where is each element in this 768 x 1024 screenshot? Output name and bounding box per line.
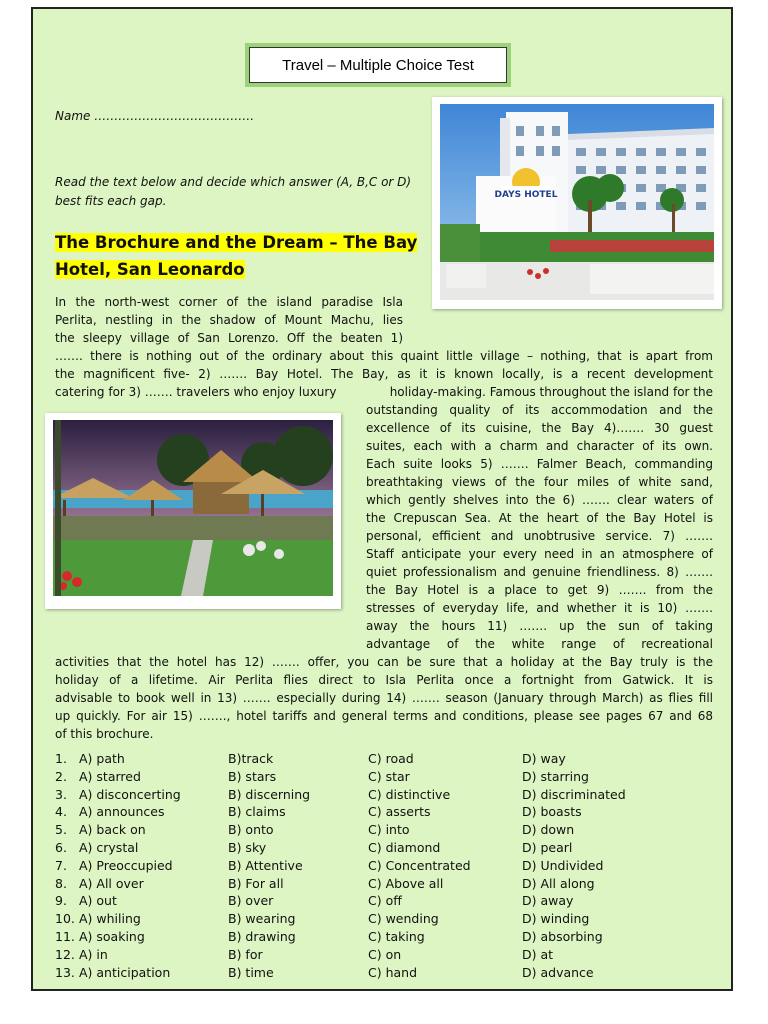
option-c[interactable]: C) off: [368, 893, 402, 909]
option-b[interactable]: B) discerning: [228, 786, 311, 802]
question-row: [55, 946, 715, 964]
instructions: Read the text below and decide which answer (A, B,C or D) best fits each gap.: [55, 175, 412, 208]
question-number: 13.: [55, 964, 75, 980]
question-row: [55, 892, 715, 910]
option-c[interactable]: C) asserts: [368, 804, 431, 820]
option-b[interactable]: B) for: [228, 946, 263, 962]
option-d[interactable]: D) discriminated: [522, 786, 626, 802]
passage-line-left: catering for 3) ……. travelers who enjoy luxury: [55, 385, 337, 399]
hotel-photo-frame: [432, 97, 722, 309]
option-a[interactable]: A) whiling: [79, 911, 141, 927]
question-number: 11.: [55, 928, 75, 944]
option-c[interactable]: C) distinctive: [368, 786, 451, 802]
question-row: [55, 768, 715, 786]
question-number: 8.: [55, 875, 67, 891]
option-a[interactable]: A) anticipation: [79, 964, 171, 980]
option-a[interactable]: A) in: [79, 946, 108, 962]
hotel-sign: DAYS HOTEL: [494, 190, 558, 200]
question-number: 6.: [55, 839, 67, 855]
passage-line: away the hours 11) ……. up the sun of taking: [366, 619, 713, 633]
question-number: 9.: [55, 893, 67, 909]
option-c[interactable]: C) Concentrated: [368, 857, 471, 873]
option-d[interactable]: D) All along: [522, 875, 595, 891]
option-d[interactable]: D) at: [522, 946, 554, 962]
page-title: Travel – Multiple Choice Test: [249, 47, 507, 83]
question-row: [55, 910, 715, 928]
passage-line-right: holiday-making. Famous throughout the island for the: [389, 385, 713, 399]
question-row: [55, 786, 715, 804]
passage-line: the sleepy village of San Lorenzo. Off the beaten 1): [55, 331, 403, 345]
article-heading: [55, 229, 425, 283]
option-b[interactable]: B) drawing: [228, 928, 296, 944]
passage-line: advantage of the white range of recreational: [366, 637, 713, 651]
passage-line: ……. there is nothing out of the ordinary about this quaint little village – nothing, that is apart from: [55, 349, 713, 363]
option-d[interactable]: D) advance: [522, 964, 594, 980]
option-b[interactable]: B) stars: [228, 768, 277, 784]
option-b[interactable]: B) Attentive: [228, 857, 303, 873]
passage-line: up quickly. For air 15) ……., hotel tariffs and general terms and conditions, please see pages 67 and 68: [55, 709, 713, 723]
passage-line: Staff anticipate your every need in an atmosphere of: [366, 547, 713, 561]
passage-line-split: [55, 383, 713, 401]
question-number: 5.: [55, 822, 67, 838]
option-a[interactable]: A) soaking: [79, 928, 145, 944]
hotel-building-photo: [440, 104, 714, 300]
passage-line: which gently shelves into the 6) ……. clear waters of: [366, 493, 713, 507]
passage-line: quiet professionalism and genuine friendliness. 8) …….: [366, 565, 713, 579]
question-number: 1.: [55, 751, 67, 766]
passage-line: excellence of its cuisine, the Bay 4)……. 30 guest: [366, 421, 713, 435]
option-a[interactable]: A) starred: [79, 768, 141, 784]
question-row: [55, 803, 715, 821]
passage-line: advisable to book well in 13) ……. especially during 14) ……. season (January through March) as flies fill: [55, 691, 713, 705]
question-row: [55, 928, 715, 946]
question-row: [55, 964, 715, 982]
question-row: [55, 750, 715, 768]
option-c[interactable]: C) Above all: [368, 875, 444, 891]
option-d[interactable]: D) winding: [522, 911, 590, 927]
name-field-label: Name ………………………………….: [55, 109, 255, 123]
option-d[interactable]: D) starring: [522, 768, 589, 784]
passage-line: of this brochure.: [55, 727, 154, 741]
option-a[interactable]: A) All over: [79, 875, 144, 891]
option-b[interactable]: B) over: [228, 893, 274, 909]
passage-line: holiday of a lifetime. Air Perlita flies direct to Isla Perlita once a fortnight from Gatwick. It is: [55, 673, 713, 687]
option-b[interactable]: B) For all: [228, 875, 284, 891]
question-number: 3.: [55, 786, 67, 802]
option-b[interactable]: B) time: [228, 964, 274, 980]
option-c[interactable]: C) hand: [368, 964, 418, 980]
question-number: 10.: [55, 911, 75, 927]
heading-text: The Brochure and the Dream – The Bay Hotel, San Leonardo: [55, 233, 418, 279]
option-b[interactable]: B) sky: [228, 839, 267, 855]
option-a[interactable]: A) crystal: [79, 839, 139, 855]
passage-line: suites, each with a charm and character of its own.: [366, 439, 713, 453]
option-d[interactable]: D) down: [522, 822, 575, 838]
option-b[interactable]: B) wearing: [228, 911, 296, 927]
passage-line: the magnificent five- 2) ……. Bay Hotel. The Bay, as it is known locally, is a recent development: [55, 367, 713, 381]
option-a[interactable]: A) out: [79, 893, 117, 909]
option-b[interactable]: B) claims: [228, 804, 286, 820]
option-c[interactable]: C) diamond: [368, 839, 441, 855]
worksheet: [31, 7, 733, 991]
passage-line: breathtaking views of the four miles of white sand,: [366, 475, 713, 489]
passage-line: outstanding quality of its accommodation and the: [366, 403, 713, 417]
question-number: 2.: [55, 768, 67, 784]
passage-line: activities that the hotel has 12) ……. offer, you can be sure that a holiday at the Bay truly is the: [55, 655, 713, 669]
option-a[interactable]: A) disconcerting: [79, 786, 181, 802]
passage-line: the Crepuscan Sea. At the heart of the Bay Hotel is: [366, 511, 713, 525]
option-b[interactable]: B) onto: [228, 822, 274, 838]
option-d[interactable]: D) absorbing: [522, 928, 603, 944]
option-a[interactable]: A) back on: [79, 822, 146, 838]
question-row: [55, 857, 715, 875]
option-c[interactable]: C) wending: [368, 911, 439, 927]
option-d[interactable]: D) away: [522, 893, 574, 909]
question-number: 7.: [55, 857, 67, 873]
passage-line: the Bay Hotel is a place to get 9) ……. from the: [366, 583, 713, 597]
option-c[interactable]: C) into: [368, 822, 410, 838]
answer-options-list: [55, 750, 715, 981]
passage-line: Each suite looks 5) ……. Falmer Beach, commanding: [366, 457, 713, 471]
option-c[interactable]: C) star: [368, 768, 410, 784]
passage-line: Perlita, nestling in the shadow of Mount Machu, lies: [55, 313, 403, 327]
option-d[interactable]: D) boasts: [522, 804, 582, 820]
option-a[interactable]: A) announces: [79, 804, 165, 820]
question-number: 12.: [55, 946, 75, 962]
passage-line: personal, efficient and unobtrusive service. 7) …….: [366, 529, 713, 543]
option-c[interactable]: C) on: [368, 946, 402, 962]
option-d[interactable]: D) pearl: [522, 839, 573, 855]
question-row: [55, 821, 715, 839]
question-number: 4.: [55, 804, 67, 820]
option-a[interactable]: A) path: [79, 751, 125, 766]
passage-text: [55, 293, 713, 743]
option-d[interactable]: D) way: [522, 751, 566, 766]
passage-line: In the north-west corner of the island paradise Isla: [55, 295, 403, 309]
option-c[interactable]: C) taking: [368, 928, 425, 944]
option-a[interactable]: A) Preoccupied: [79, 857, 173, 873]
question-row: [55, 875, 715, 893]
option-b[interactable]: B)track: [228, 751, 274, 766]
option-c[interactable]: C) road: [368, 751, 414, 766]
question-row: [55, 839, 715, 857]
passage-line: stresses of everyday life, and whether it is 10) …….: [366, 601, 713, 615]
option-d[interactable]: D) Undivided: [522, 857, 604, 873]
